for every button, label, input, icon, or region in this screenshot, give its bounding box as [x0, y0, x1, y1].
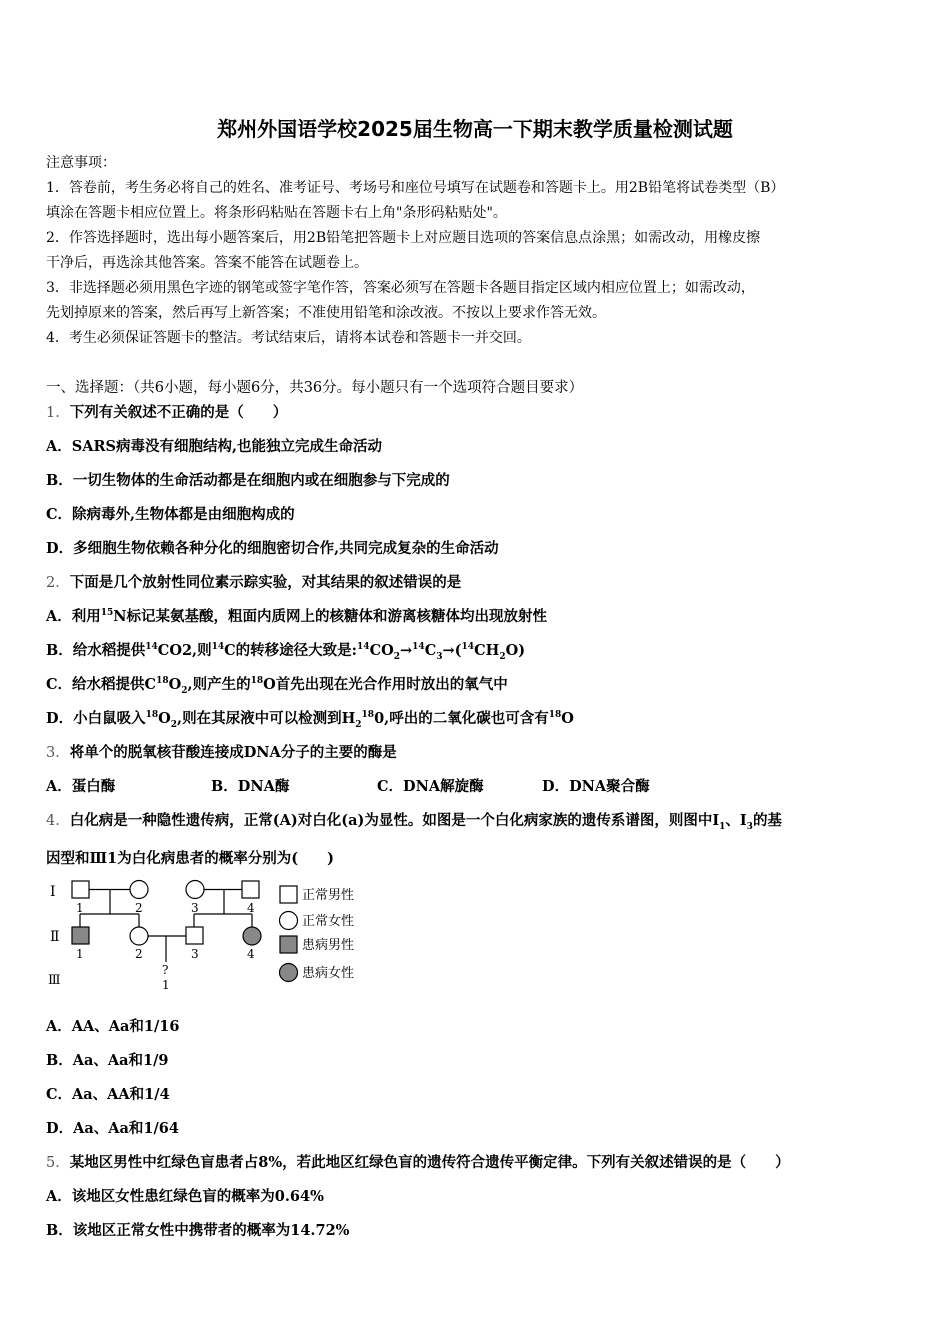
normal-male-I4: [242, 881, 259, 898]
question-text: 下列有关叙述不正确的是（ ）: [69, 404, 288, 421]
legend-normal-male: 正常男性: [302, 888, 355, 903]
normal-male-I1: [72, 881, 89, 898]
legend-normal-male-icon: [280, 886, 297, 903]
q1-option-b[interactable]: B．一切生物体的生命活动都是在细胞内或在细胞参与下完成的: [46, 472, 450, 489]
question-text: 将单个的脱氧核苷酸连接成DNA分子的主要的酶是: [69, 744, 397, 761]
notice-line: 4．考生必须保证答题卡的整洁。考试结束后，请将本试卷和答题卡一并交回。: [46, 330, 531, 346]
legend-normal-female: 正常女性: [302, 914, 355, 929]
question-number: 2．: [46, 575, 70, 591]
affected-female-II4: [243, 927, 261, 945]
generation-label: Ⅰ: [50, 884, 56, 900]
question-number: 1．: [46, 405, 70, 421]
q5-option-a[interactable]: A．该地区女性患红绿色盲的概率为0.64%: [46, 1188, 324, 1205]
svg-text:1: 1: [162, 978, 170, 992]
question-number: 4．: [46, 813, 70, 829]
q3-option-c[interactable]: C．DNA解旋酶: [377, 778, 484, 795]
generation-label: Ⅲ: [48, 973, 61, 988]
q4-option-d[interactable]: D．Aa、Aa和1/64: [46, 1120, 179, 1137]
notice-line: 先划掉原来的答案，然后再写上新答案；不准使用铅笔和涂改液。不按以上要求作答无效。: [46, 305, 606, 321]
notice-line: 干净后，再选涂其他答案。答案不能答在试题卷上。: [46, 255, 368, 271]
q2-option-d[interactable]: D．小白鼠吸入$^{18}O_2$,则在其尿液中可以检测到$H_2^{18}0$,呼出的二氧化碳也可含有$^{18}$O: [46, 710, 574, 730]
question-5-stem: [46, 1151, 790, 1172]
q3-option-d[interactable]: D．DNA聚合酶: [542, 778, 650, 795]
legend-affected-male: 患病男性: [302, 938, 355, 953]
question-text: 某地区男性中红绿色盲患者占8%，若此地区红绿色盲的遗传符合遗传平衡定律。下列有关叙述错误的是（ ）: [69, 1154, 790, 1171]
affected-male-II1: [72, 927, 89, 944]
q3-option-a[interactable]: A．蛋白酶: [46, 778, 116, 795]
svg-text:4: 4: [247, 901, 255, 915]
q3-option-b[interactable]: B．DNA酶: [211, 778, 290, 795]
svg-text:2: 2: [135, 947, 143, 961]
pedigree-diagram: [44, 874, 374, 996]
unknown-offspring: ?: [162, 963, 169, 977]
notice-line: 3．非选择题必须用黑色字迹的钢笔或签字笔作答，答案必须写在答题卡各题目指定区域内相应位置上；如需改动，: [46, 280, 755, 296]
svg-text:1: 1: [76, 901, 84, 915]
q1-option-d[interactable]: D．多细胞生物依赖各种分化的细胞密切合作,共同完成复杂的生命活动: [46, 540, 499, 557]
legend-affected-female-icon: [280, 964, 298, 982]
svg-text:2: 2: [135, 901, 143, 915]
page-title: 郑州外国语学校2025届生物高一下期末教学质量检测试题: [217, 117, 733, 141]
question-number: 5．: [46, 1155, 70, 1171]
generation-label: Ⅱ: [50, 929, 60, 945]
legend-affected-male-icon: [280, 936, 297, 953]
notice-line: 2．作答选择题时，选出每小题答案后，用2B铅笔把答题卡上对应题目选项的答案信息点涂黑；如需改动，用橡皮擦: [46, 230, 761, 246]
normal-female-II2: [130, 927, 148, 945]
svg-text:1: 1: [76, 947, 84, 961]
q2-option-a[interactable]: A．利用$^{15}$N标记某氨基酸，粗面内质网上的核糖体和游离核糖体均出现放射性: [46, 608, 548, 625]
legend-normal-female-icon: [280, 912, 298, 930]
normal-female-I3: [186, 881, 204, 899]
question-1-stem: [46, 401, 287, 422]
notice-line: 填涂在答题卡相应位置上。将条形码粘贴在答题卡右上角"条形码粘贴处"。: [46, 205, 507, 221]
question-text: 下面是几个放射性同位素示踪实验，对其结果的叙述错误的是: [69, 574, 462, 591]
question-number: 3．: [46, 745, 70, 761]
q5-option-b[interactable]: B．该地区正常女性中携带者的概率为14.72%: [46, 1222, 350, 1239]
legend-affected-female: 患病女性: [302, 966, 355, 981]
q2-option-b[interactable]: B．给水稻提供$^{14}$CO2,则$^{14}$C的转移途径大致是$:^{14}CO_2\to^{14}C_3\to(^{14}CH_2O)$: [46, 642, 526, 662]
question-2-stem: [46, 571, 461, 592]
notice-line: 1．答卷前，考生务必将自己的姓名、准考证号、考场号和座位号填写在试题卷和答题卡上。用2B铅笔将试卷类型（B）: [46, 180, 785, 196]
normal-male-II3: [186, 927, 203, 944]
question-4-stem-cont: 因型和Ⅲ1为白化病患者的概率分别为( ): [46, 850, 334, 867]
question-4-stem: 4．白化病是一种隐性遗传病，正常(A)对白化(a)为显性。如图是一个白化病家族的遗传系谱图，则图中$Ⅰ_1$、$Ⅰ_3$的基: [46, 812, 782, 832]
q4-option-c[interactable]: C．Aa、AA和1/4: [46, 1086, 170, 1103]
q1-option-a[interactable]: A．SARS病毒没有细胞结构,也能独立完成生命活动: [46, 438, 383, 455]
q2-option-c[interactable]: C．给水稻提供$C^{18}O_2$,则产生的$^{18}$O首先出现在光合作用时放出的氧气中: [46, 676, 508, 696]
q4-option-b[interactable]: B．Aa、Aa和1/9: [46, 1052, 169, 1069]
section-heading: 一、选择题：（共6小题，每小题6分，共36分。每小题只有一个选项符合题目要求）: [46, 380, 584, 396]
q1-option-c[interactable]: C．除病毒外,生物体都是由细胞构成的: [46, 506, 295, 523]
normal-female-I2: [130, 881, 148, 899]
question-3-stem: [46, 741, 397, 762]
q4-option-a[interactable]: A．AA、Aa和1/16: [46, 1018, 180, 1035]
svg-text:4: 4: [247, 947, 255, 961]
svg-text:3: 3: [191, 947, 199, 961]
notice-heading: 注意事项：: [46, 155, 116, 171]
svg-text:3: 3: [191, 901, 199, 915]
